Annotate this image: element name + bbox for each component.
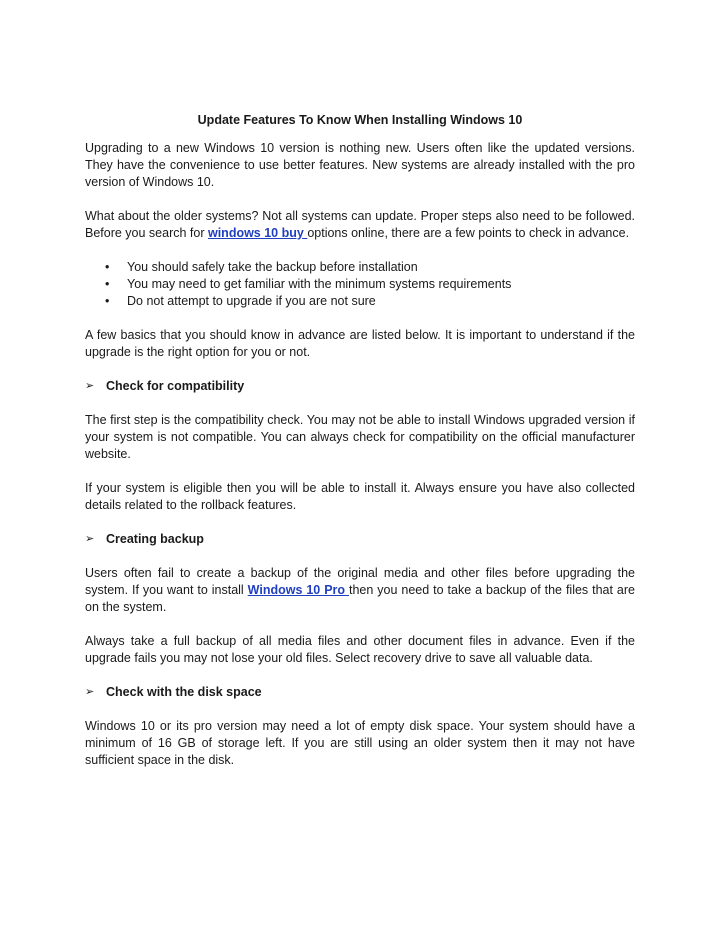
list-item <box>85 293 635 310</box>
bullet-icon: • <box>105 260 110 274</box>
arrow-bullet-icon: ➢ <box>85 380 95 392</box>
section-heading-text: Check for compatibility <box>106 379 245 393</box>
windows-10-buy-link[interactable]: windows 10 buy <box>207 226 308 240</box>
compatibility-paragraph-1: The first step is the compatibility check. You may not be able to install Windows upgraded version if your system is not compatible. You can always check for compatibility on the official manufacturer website. <box>85 413 635 461</box>
paragraph-text: options online, there are a few points to check in advance. <box>307 226 630 240</box>
intro-paragraph: Upgrading to a new Windows 10 version is nothing new. Users often like the updated versions. They have the convenience to use better features. New systems are already installed with the pro version of Windows 10. <box>85 141 635 189</box>
windows-10-pro-link[interactable]: Windows 10 Pro <box>247 583 349 597</box>
document-title: Update Features To Know When Installing Windows 10 <box>197 113 523 127</box>
bullet-icon: • <box>105 277 110 291</box>
checklist <box>85 259 635 310</box>
paragraph-text: Users often fail to create a backup of the original media and other files before upgrading the system. If you want to install <box>85 566 635 597</box>
paragraph-text: then you need to take a backup of the files that are on the system. <box>85 583 636 614</box>
section-heading-text: Check with the disk space <box>106 685 262 699</box>
list-item-text: You may need to get familiar with the minimum systems requirements <box>127 277 512 291</box>
section-heading-backup <box>85 531 635 548</box>
arrow-bullet-icon: ➢ <box>85 533 95 545</box>
section-heading-disk-space <box>85 684 635 701</box>
section-heading-compatibility <box>85 378 635 395</box>
list-item <box>85 259 635 276</box>
list-item-text: Do not attempt to upgrade if you are not sure <box>127 294 376 308</box>
arrow-bullet-icon: ➢ <box>85 686 95 698</box>
section-heading-text: Creating backup <box>106 532 204 546</box>
paragraph-text: What about the older systems? Not all systems can update. Proper steps also need to be followed. Before you search for <box>85 209 635 240</box>
backup-paragraph-1 <box>85 565 635 616</box>
document-page <box>85 112 635 786</box>
bullet-icon: • <box>105 294 110 308</box>
disk-space-paragraph: Windows 10 or its pro version may need a lot of empty disk space. Your system should have a minimum of 16 GB of storage left. If you are still using an older system then it may not have sufficient space in the disk. <box>85 719 635 767</box>
list-item <box>85 276 635 293</box>
list-item-text: You should safely take the backup before installation <box>127 260 418 274</box>
older-systems-paragraph <box>85 208 635 242</box>
compatibility-paragraph-2: If your system is eligible then you will be able to install it. Always ensure you have also collected details related to the rollback features. <box>85 481 635 512</box>
basics-paragraph: A few basics that you should know in advance are listed below. It is important to understand if the upgrade is the right option for you or not. <box>85 328 635 359</box>
backup-paragraph-2: Always take a full backup of all media files and other document files in advance. Even if the upgrade fails you may not lose your old files. Select recovery drive to save all valuable data. <box>85 634 635 665</box>
